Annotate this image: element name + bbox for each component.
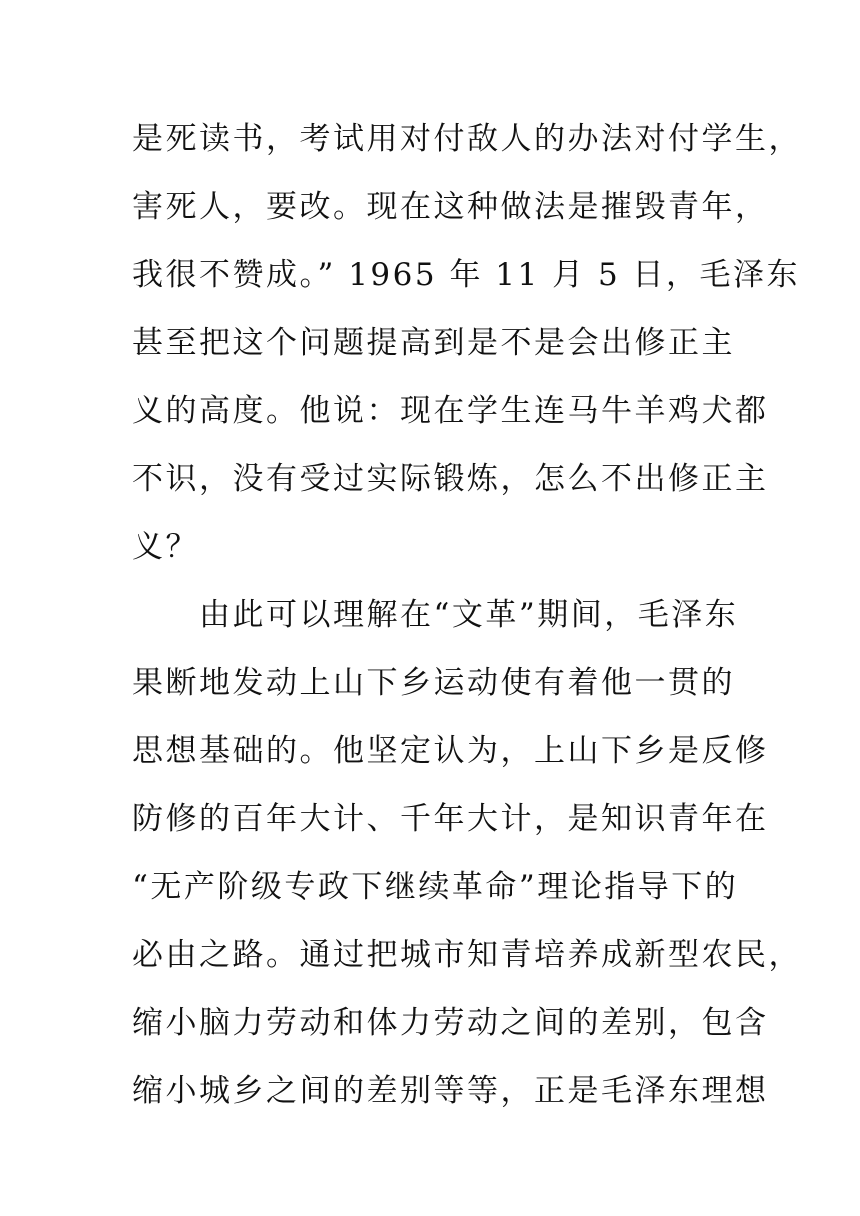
text-line: 是死读书，考试用对付敌人的办法对付学生， [132, 121, 802, 157]
text-line: “无产阶级专政下继续革命”理论指导下的 [132, 869, 739, 905]
text-line: 缩小城乡之间的差别等等，正是毛泽东理想 [132, 1073, 769, 1109]
text-line: 我很不赞成。” 1965 年 11 月 5 日，毛泽东 [132, 257, 801, 293]
text-line: 不识，没有受过实际锻炼，怎么不出修正主 [132, 461, 769, 497]
text-line: 思想基础的。他坚定认为，上山下乡是反修 [132, 733, 769, 769]
text-line: 缩小脑力劳动和体力劳动之间的差别，包含 [132, 1005, 769, 1041]
text-line: 甚至把这个问题提高到是不是会出修正主 [132, 325, 735, 361]
text-line: 害死人，要改。现在这种做法是摧毁青年， [132, 189, 769, 225]
text-line: 果断地发动上山下乡运动使有着他一贯的 [132, 665, 735, 701]
text-line: 义？ [132, 529, 199, 565]
paragraph-first-line: 由此可以理解在“文革”期间，毛泽东 [132, 597, 739, 633]
text-line: 义的高度。他说：现在学生连马牛羊鸡犬都 [132, 393, 769, 429]
text-line: 必由之路。通过把城市知青培养成新型农民， [132, 937, 802, 973]
body-text [132, 110, 802, 1130]
text-line: 防修的百年大计、千年大计，是知识青年在 [132, 801, 769, 837]
